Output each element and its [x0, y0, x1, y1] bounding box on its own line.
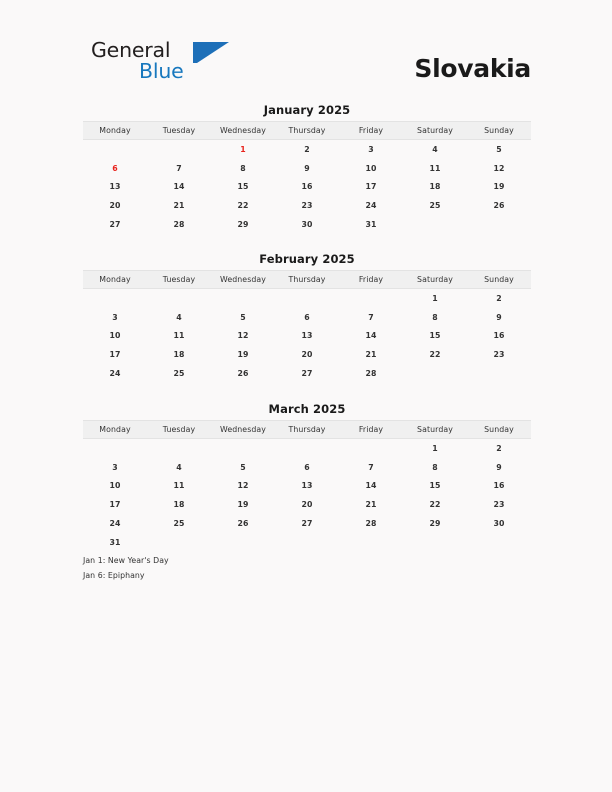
- week-row: [83, 495, 531, 514]
- day-cell[interactable]: 16: [493, 331, 505, 341]
- month-grid: [83, 121, 531, 234]
- day-cell[interactable]: 14: [173, 182, 185, 192]
- weekday-header-monday: Monday: [83, 271, 147, 289]
- day-cell[interactable]: 4: [432, 144, 438, 154]
- day-cell[interactable]: 11: [173, 331, 185, 341]
- day-cell[interactable]: 29: [237, 220, 249, 230]
- day-cell[interactable]: 16: [493, 481, 505, 491]
- day-cell[interactable]: 16: [301, 182, 313, 192]
- day-cell[interactable]: 5: [240, 462, 246, 472]
- day-cell-empty: [403, 215, 467, 234]
- day-cell[interactable]: 13: [109, 182, 121, 192]
- weekday-header-wednesday: Wednesday: [211, 271, 275, 289]
- weekday-header-tuesday: Tuesday: [147, 122, 211, 140]
- weekday-header-monday: Monday: [83, 421, 147, 439]
- day-cell-empty: [403, 533, 467, 552]
- day-cell[interactable]: 28: [365, 519, 377, 529]
- weekday-header-sunday: Sunday: [467, 421, 531, 439]
- weekday-header-friday: Friday: [339, 122, 403, 140]
- page-title: Slovakia: [414, 54, 531, 83]
- day-cell[interactable]: 4: [176, 312, 182, 322]
- week-row: [83, 159, 531, 178]
- day-cell-empty: [211, 533, 275, 552]
- day-cell[interactable]: 21: [365, 500, 377, 510]
- day-cell-empty: [339, 533, 403, 552]
- week-row: [83, 289, 531, 308]
- weekday-header-friday: Friday: [339, 271, 403, 289]
- week-row: [83, 345, 531, 364]
- day-cell-empty: [83, 439, 147, 458]
- day-cell[interactable]: 30: [493, 519, 505, 529]
- day-cell[interactable]: 26: [237, 519, 249, 529]
- day-cell[interactable]: 26: [237, 369, 249, 379]
- month-grid: [83, 420, 531, 552]
- day-cell[interactable]: 1: [432, 293, 438, 303]
- day-cell-empty: [275, 439, 339, 458]
- day-cell[interactable]: 24: [109, 369, 121, 379]
- day-cell[interactable]: 14: [365, 481, 377, 491]
- holiday-note: Jan 1: New Year's Day: [83, 556, 169, 565]
- weekday-header-row: [83, 271, 531, 289]
- day-cell[interactable]: 18: [173, 500, 185, 510]
- page-header: [83, 38, 531, 90]
- day-cell-empty: [275, 289, 339, 308]
- day-cell[interactable]: 23: [493, 350, 505, 360]
- day-cell-empty: [147, 289, 211, 308]
- logo-text-blue: Blue: [139, 59, 184, 83]
- holiday-note: Jan 6: Epiphany: [83, 570, 145, 580]
- day-cell[interactable]: 2: [496, 293, 502, 303]
- day-cell[interactable]: 27: [301, 369, 313, 379]
- day-cell[interactable]: 12: [237, 481, 249, 491]
- day-cell[interactable]: 28: [365, 369, 377, 379]
- day-cell-empty: [147, 140, 211, 159]
- day-cell[interactable]: 21: [365, 350, 377, 360]
- day-cell[interactable]: 9: [496, 312, 502, 322]
- day-cell[interactable]: 3: [112, 462, 118, 472]
- day-cell[interactable]: 19: [237, 500, 249, 510]
- day-cell[interactable]: 8: [432, 312, 438, 322]
- day-cell[interactable]: 9: [304, 163, 310, 173]
- weekday-header-friday: Friday: [339, 421, 403, 439]
- day-cell-empty: [339, 439, 403, 458]
- day-cell[interactable]: 21: [173, 201, 185, 211]
- day-cell[interactable]: 23: [301, 201, 313, 211]
- day-cell[interactable]: 5: [240, 312, 246, 322]
- day-cell[interactable]: 13: [301, 481, 313, 491]
- day-cell[interactable]: 31: [365, 220, 377, 230]
- day-cell[interactable]: 11: [173, 481, 185, 491]
- day-cell[interactable]: 8: [240, 163, 246, 173]
- month-body: [83, 439, 531, 552]
- day-cell[interactable]: 10: [109, 481, 121, 491]
- day-cell[interactable]: 17: [109, 350, 121, 360]
- day-cell[interactable]: 15: [429, 331, 441, 341]
- day-cell[interactable]: 15: [429, 481, 441, 491]
- weekday-header-wednesday: Wednesday: [211, 421, 275, 439]
- flag-triangle-shape: [197, 42, 229, 63]
- month-grid: [83, 270, 531, 383]
- day-cell[interactable]: 25: [173, 519, 185, 529]
- month-title: January 2025: [263, 103, 351, 117]
- general-blue-logo: [91, 38, 281, 88]
- month-block-january: [83, 103, 531, 234]
- day-cell-empty: [83, 289, 147, 308]
- day-cell[interactable]: 22: [237, 201, 249, 211]
- day-cell[interactable]: 17: [109, 500, 121, 510]
- day-cell[interactable]: 14: [365, 331, 377, 341]
- logo-text-general: General: [91, 38, 171, 62]
- day-cell-empty: [403, 364, 467, 383]
- week-row: [83, 364, 531, 383]
- weekday-header-tuesday: Tuesday: [147, 271, 211, 289]
- day-cell[interactable]: 8: [432, 462, 438, 472]
- day-cell[interactable]: 3: [112, 312, 118, 322]
- day-cell[interactable]: 6: [304, 462, 310, 472]
- day-cell[interactable]: 4: [176, 462, 182, 472]
- day-cell[interactable]: 6: [112, 163, 118, 173]
- day-cell[interactable]: 12: [493, 163, 505, 173]
- weekday-header-wednesday: Wednesday: [211, 122, 275, 140]
- day-cell[interactable]: 2: [304, 144, 310, 154]
- day-cell[interactable]: 11: [429, 163, 441, 173]
- day-cell[interactable]: 28: [173, 220, 185, 230]
- day-cell[interactable]: 19: [493, 182, 505, 192]
- day-cell[interactable]: 17: [365, 182, 377, 192]
- day-cell[interactable]: 13: [301, 331, 313, 341]
- week-row: [83, 308, 531, 327]
- day-cell-empty: [275, 533, 339, 552]
- weekday-header-monday: Monday: [83, 122, 147, 140]
- day-cell[interactable]: 26: [493, 201, 505, 211]
- month-title: February 2025: [259, 252, 355, 266]
- day-cell[interactable]: 29: [429, 519, 441, 529]
- day-cell[interactable]: 10: [365, 163, 377, 173]
- weekday-header-saturday: Saturday: [403, 421, 467, 439]
- day-cell[interactable]: 27: [301, 519, 313, 529]
- day-cell[interactable]: 9: [496, 462, 502, 472]
- weekday-header-row: [83, 122, 531, 140]
- flag-triangle-icon: [193, 42, 229, 63]
- day-cell-empty: [467, 364, 531, 383]
- day-cell-empty: [211, 439, 275, 458]
- day-cell[interactable]: 7: [176, 163, 182, 173]
- day-cell[interactable]: 22: [429, 350, 441, 360]
- week-row: [83, 196, 531, 215]
- day-cell[interactable]: 7: [368, 462, 374, 472]
- day-cell[interactable]: 20: [301, 350, 313, 360]
- day-cell-empty: [147, 533, 211, 552]
- weekday-header-thursday: Thursday: [275, 421, 339, 439]
- day-cell[interactable]: 27: [109, 220, 121, 230]
- week-row: [83, 327, 531, 346]
- day-cell[interactable]: 12: [237, 331, 249, 341]
- day-cell[interactable]: 24: [365, 201, 377, 211]
- holiday-notes-list: [83, 554, 383, 583]
- week-row: [83, 178, 531, 197]
- day-cell[interactable]: 3: [368, 144, 374, 154]
- day-cell[interactable]: 30: [301, 220, 313, 230]
- day-cell-empty: [147, 439, 211, 458]
- day-cell[interactable]: 18: [173, 350, 185, 360]
- day-cell[interactable]: 22: [429, 500, 441, 510]
- day-cell[interactable]: 1: [240, 144, 246, 154]
- weekday-header-sunday: Sunday: [467, 122, 531, 140]
- day-cell[interactable]: 25: [173, 369, 185, 379]
- month-title: March 2025: [268, 402, 346, 416]
- day-cell[interactable]: 23: [493, 500, 505, 510]
- day-cell-empty: [467, 533, 531, 552]
- weekday-header-thursday: Thursday: [275, 122, 339, 140]
- weekday-header-saturday: Saturday: [403, 122, 467, 140]
- day-cell[interactable]: 19: [237, 350, 249, 360]
- day-cell[interactable]: 10: [109, 331, 121, 341]
- day-cell[interactable]: 5: [496, 144, 502, 154]
- day-cell[interactable]: 31: [109, 537, 121, 547]
- month-block-march: [83, 402, 531, 552]
- day-cell-empty: [211, 289, 275, 308]
- day-cell[interactable]: 2: [496, 443, 502, 453]
- day-cell-empty: [339, 289, 403, 308]
- day-cell[interactable]: 15: [237, 182, 249, 192]
- weekday-header-sunday: Sunday: [467, 271, 531, 289]
- month-block-february: [83, 252, 531, 383]
- weekday-header-row: [83, 421, 531, 439]
- month-body: [83, 140, 531, 234]
- week-row: [83, 439, 531, 458]
- week-row: [83, 140, 531, 159]
- weekday-header-tuesday: Tuesday: [147, 421, 211, 439]
- week-row: [83, 458, 531, 477]
- day-cell[interactable]: 25: [429, 201, 441, 211]
- day-cell-empty: [467, 215, 531, 234]
- week-row: [83, 514, 531, 533]
- day-cell[interactable]: 20: [109, 201, 121, 211]
- week-row: [83, 477, 531, 496]
- day-cell[interactable]: 24: [109, 519, 121, 529]
- weekday-header-saturday: Saturday: [403, 271, 467, 289]
- weekday-header-thursday: Thursday: [275, 271, 339, 289]
- day-cell[interactable]: 6: [304, 312, 310, 322]
- week-row: [83, 533, 531, 552]
- month-body: [83, 289, 531, 383]
- week-row: [83, 215, 531, 234]
- day-cell[interactable]: 1: [432, 443, 438, 453]
- day-cell[interactable]: 7: [368, 312, 374, 322]
- day-cell-empty: [83, 140, 147, 159]
- day-cell[interactable]: 20: [301, 500, 313, 510]
- day-cell[interactable]: 18: [429, 182, 441, 192]
